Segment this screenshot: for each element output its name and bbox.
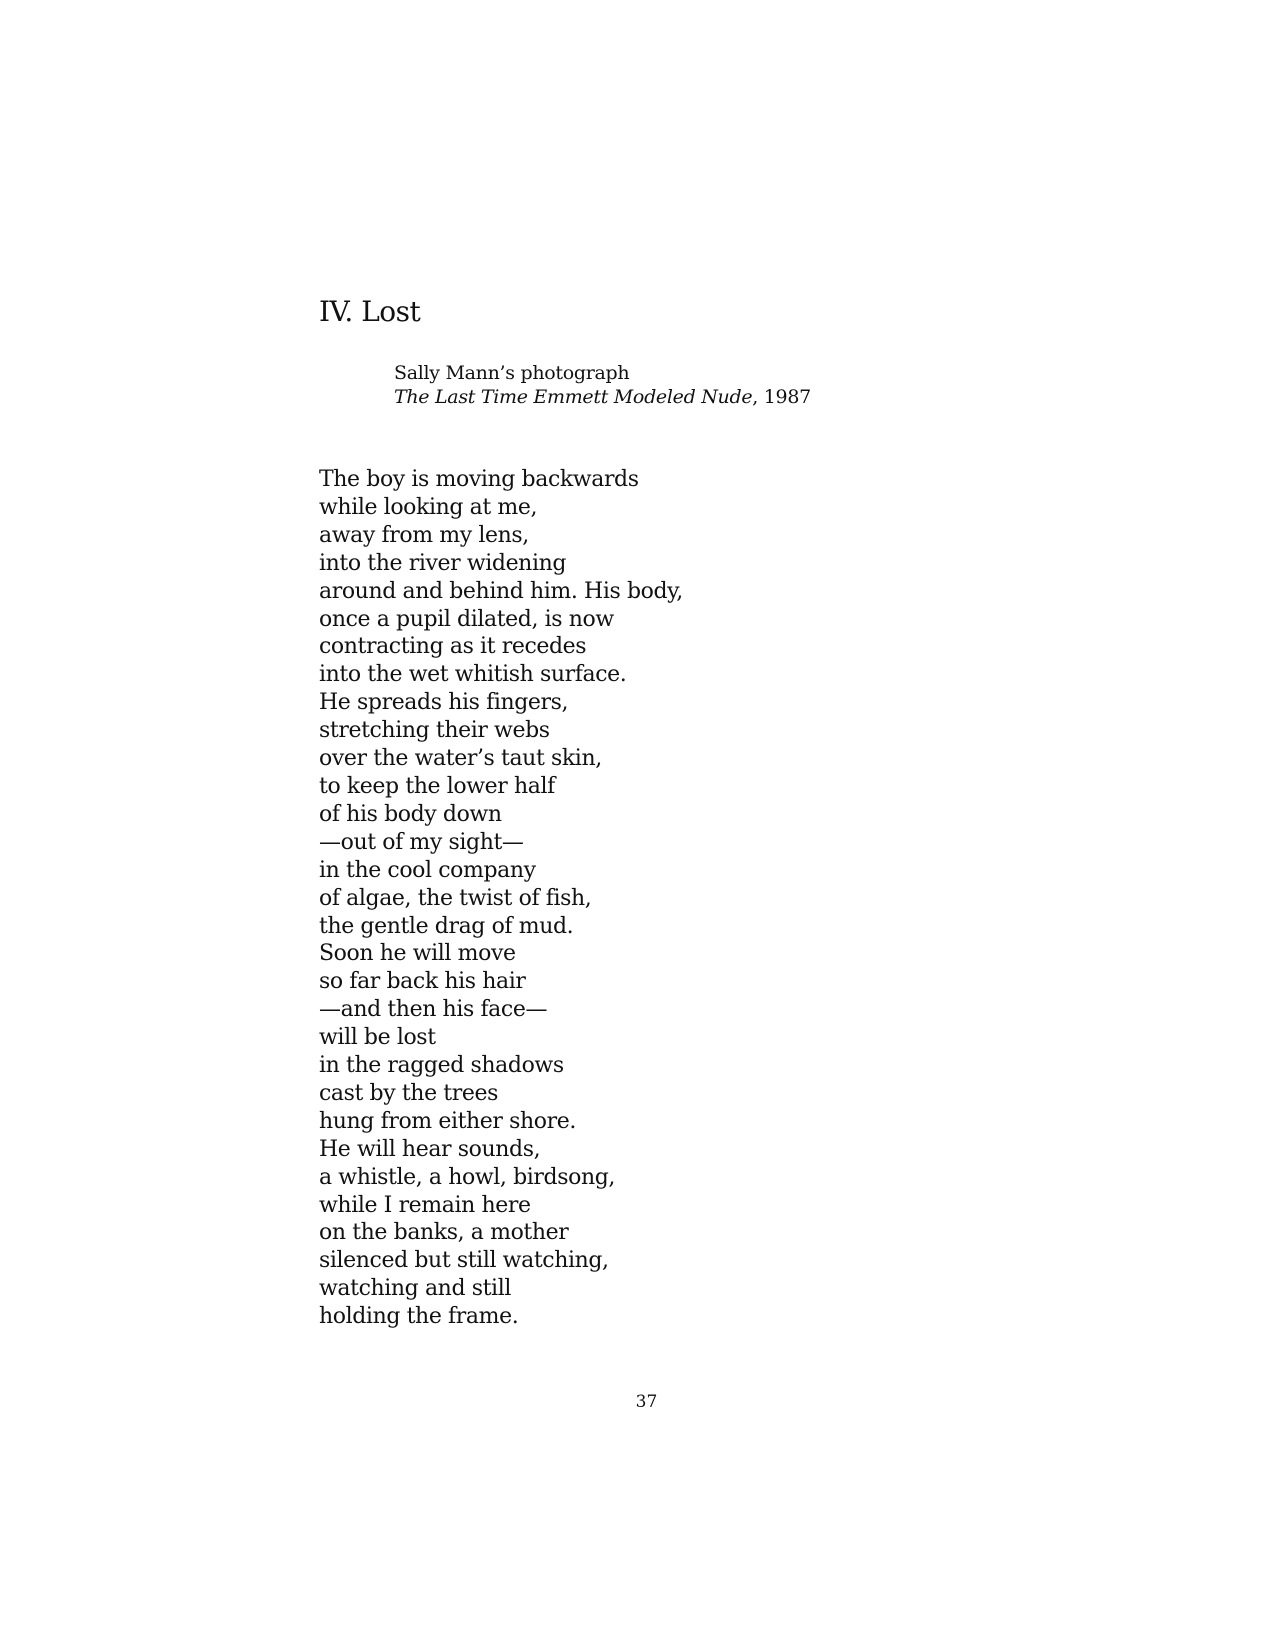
poem-line: while looking at me, bbox=[319, 494, 538, 520]
poem-line: away from my lens, bbox=[319, 522, 529, 548]
poem-line: into the wet whitish surface. bbox=[319, 662, 627, 688]
poem-line: over the water’s taut skin, bbox=[319, 746, 602, 772]
poem-line: hung from either shore. bbox=[319, 1108, 576, 1134]
poem-line: of his body down bbox=[319, 801, 502, 827]
poem-line: into the river widening bbox=[319, 550, 567, 576]
poem-line: —and then his face— bbox=[319, 997, 548, 1023]
poem-line: around and behind him. His body, bbox=[319, 578, 683, 604]
poem-line: The boy is moving backwards bbox=[319, 467, 639, 492]
poem-line: to keep the lower half bbox=[319, 773, 555, 799]
poem-line: in the cool company bbox=[319, 857, 536, 883]
poem-body bbox=[319, 466, 683, 1331]
page-number: 37 bbox=[635, 1392, 658, 1412]
poem-line: He will hear sounds, bbox=[319, 1136, 541, 1162]
poem-line: contracting as it recedes bbox=[319, 634, 587, 660]
poem-line: once a pupil dilated, is now bbox=[319, 606, 614, 632]
poem-line: the gentle drag of mud. bbox=[319, 913, 574, 939]
poem-line: in the ragged shadows bbox=[319, 1053, 564, 1079]
poem-line: a whistle, a howl, birdsong, bbox=[319, 1164, 615, 1190]
poem-line: stretching their webs bbox=[319, 718, 550, 744]
epigraph-line-2 bbox=[394, 385, 811, 409]
section-title: IV. Lost bbox=[319, 295, 421, 328]
poem-line: cast by the trees bbox=[319, 1080, 498, 1106]
epigraph-work-title: The Last Time Emmett Modeled Nude bbox=[394, 386, 753, 408]
poem-line: silenced but still watching, bbox=[319, 1248, 609, 1274]
poem-line: on the banks, a mother bbox=[319, 1220, 569, 1246]
poem-line: will be lost bbox=[319, 1025, 436, 1051]
poem-line: He spreads his fingers, bbox=[319, 690, 569, 716]
poem-line: watching and still bbox=[319, 1276, 511, 1302]
poem-line: holding the frame. bbox=[319, 1304, 519, 1330]
epigraph-work-year: , 1987 bbox=[752, 386, 811, 408]
poem-line: while I remain here bbox=[319, 1192, 531, 1218]
poem-line: Soon he will move bbox=[319, 941, 516, 967]
poem-line: —out of my sight— bbox=[319, 829, 524, 855]
epigraph-line-1: Sally Mann’s photograph bbox=[394, 362, 630, 384]
poem-line: so far back his hair bbox=[319, 969, 526, 995]
epigraph bbox=[394, 361, 811, 409]
poem-line: of algae, the twist of fish, bbox=[319, 885, 592, 911]
